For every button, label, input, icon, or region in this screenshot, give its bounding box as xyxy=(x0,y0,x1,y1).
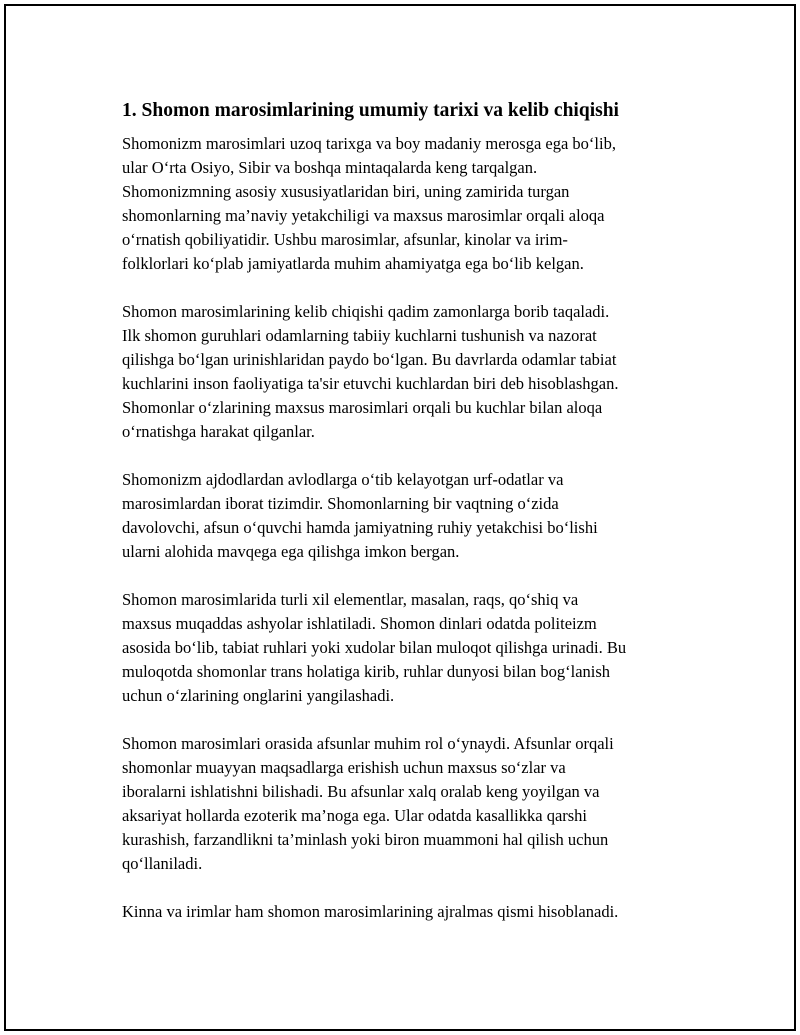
paragraph-5 xyxy=(122,732,702,876)
text-line: shomonlar muayyan maqsadlarga erishish uchun maxsus so‘zlar va xyxy=(122,758,566,777)
paragraph-2 xyxy=(122,300,702,444)
text-line: Shomonlar o‘zlarining maxsus marosimlari orqali bu kuchlar bilan aloqa xyxy=(122,398,603,417)
paragraph-3 xyxy=(122,468,702,564)
text-line: muloqotda shomonlar trans holatiga kirib, ruhlar dunyosi bilan bog‘lanish xyxy=(122,662,611,681)
text-line: aksariyat hollarda ezoterik ma’noga ega. Ular odatda kasallikka qarshi xyxy=(122,806,588,825)
text-line: qo‘llaniladi. xyxy=(122,854,203,873)
text-line: kurashish, farzandlikni ta’minlash yoki biron muammoni hal qilish uchun xyxy=(122,830,609,849)
text-line: asosida bo‘lib, tabiat ruhlari yoki xudolar bilan muloqot qilishga urinadi. Bu xyxy=(122,638,627,657)
text-line: uchun o‘zlarining onglarini yangilashadi. xyxy=(122,686,395,705)
document-body xyxy=(122,98,702,948)
text-line: Ilk shomon guruhlari odamlarning tabiiy kuchlarni tushunish va nazorat xyxy=(122,326,597,345)
text-line: davolovchi, afsun o‘quvchi hamda jamiyatning ruhiy yetakchisi bo‘lishi xyxy=(122,518,598,537)
text-line: Kinna va irimlar ham shomon marosimlarining ajralmas qismi hisoblanadi. xyxy=(122,902,619,921)
text-line: Shomon marosimlari orasida afsunlar muhim rol o‘ynaydi. Afsunlar orqali xyxy=(122,734,614,753)
text-line: shomonlarning ma’naviy yetakchiligi va maxsus marosimlar orqali aloqa xyxy=(122,206,605,225)
text-line: Shomon marosimlarining kelib chiqishi qadim zamonlarga borib taqaladi. xyxy=(122,302,610,321)
text-line: o‘rnatishga harakat qilganlar. xyxy=(122,422,315,441)
text-line: iboralarni ishlatishni bilishadi. Bu afsunlar xalq oralab keng yoyilgan va xyxy=(122,782,600,801)
text-line: folklorlari ko‘plab jamiyatlarda muhim ahamiyatga ega bo‘lib kelgan. xyxy=(122,254,584,273)
text-line: Shomon marosimlarida turli xil elementlar, masalan, raqs, qo‘shiq va xyxy=(122,590,579,609)
paragraph-6 xyxy=(122,900,702,924)
text-line: kuchlarini inson faoliyatiga ta'sir etuvchi kuchlardan biri deb hisoblashgan. xyxy=(122,374,619,393)
paragraph-1 xyxy=(122,132,702,276)
text-line: o‘rnatish qobiliyatidir. Ushbu marosimlar, afsunlar, kinolar va irim- xyxy=(122,230,568,249)
text-line: ularni alohida mavqega ega qilishga imkon bergan. xyxy=(122,542,460,561)
text-line: ular O‘rta Osiyo, Sibir va boshqa mintaqalarda keng tarqalgan. xyxy=(122,158,538,177)
section-heading: 1. Shomon marosimlarining umumiy tarixi va kelib chiqishi xyxy=(122,100,619,121)
text-line: marosimlardan iborat tizimdir. Shomonlarning bir vaqtning o‘zida xyxy=(122,494,559,513)
paragraph-4 xyxy=(122,588,702,708)
text-line: maxsus muqaddas ashyolar ishlatiladi. Shomon dinlari odatda politeizm xyxy=(122,614,597,633)
text-line: Shomonizmning asosiy xususiyatlaridan biri, uning zamirida turgan xyxy=(122,182,570,201)
text-line: qilishga bo‘lgan urinishlaridan paydo bo‘lgan. Bu davrlarda odamlar tabiat xyxy=(122,350,617,369)
text-line: Shomonizm marosimlari uzoq tarixga va boy madaniy merosga ega bo‘lib, xyxy=(122,134,616,153)
text-line: Shomonizm ajdodlardan avlodlarga o‘tib kelayotgan urf-odatlar va xyxy=(122,470,564,489)
document-page xyxy=(4,4,796,1031)
